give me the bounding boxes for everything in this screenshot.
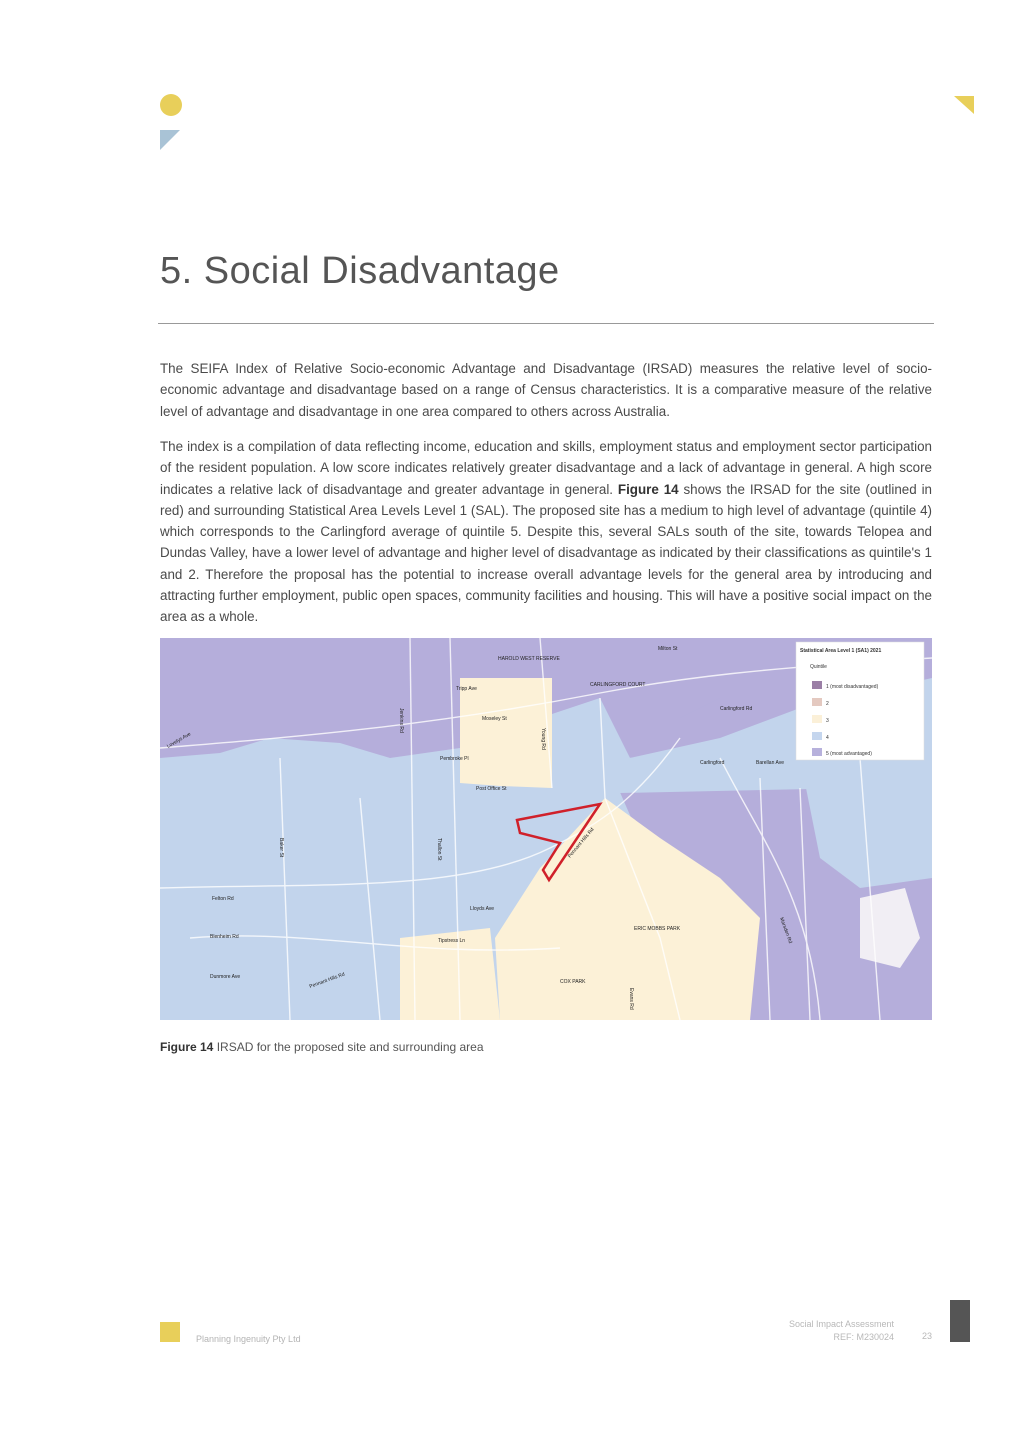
label-felton-rd: Felton Rd [212, 896, 234, 902]
label-lloyds-ave: Lloyds Ave [470, 906, 495, 912]
legend-label-4: 4 [826, 735, 829, 741]
label-carlingford: Carlingford [700, 760, 725, 766]
label-thallon-st: Thallon St [436, 838, 442, 861]
paragraph-index [160, 436, 932, 628]
decorative-yellow-circle [160, 94, 182, 116]
label-pennant-hills-rd-south: Pennant Hills Rd [308, 971, 346, 990]
label-pembroke-pl: Pembroke Pl [440, 756, 469, 762]
footer-yellow-square [160, 1322, 180, 1342]
label-dunmore-ave: Dunmore Ave [210, 974, 241, 980]
footer-doc-ref: REF: M230024 [833, 1332, 894, 1342]
label-lovelys-ave: Lovelys Ave [166, 731, 193, 750]
paragraph-index-text-b: shows the IRSAD for the site (outlined in red) and surrounding Statistical Area Levels Level 1 (SAL). The proposed site has a medium to high level of advantage (quintile 4) which corresponds to the Carlingford average of quintile 5. Despite this, several SALs south of the site, towards Telopea and Dundas Valley, have a lower level of advantage and higher level of disadvantage as indicated by their classifications as quintile's 1 and 2. Therefore the proposal has the potential to increase overall advantage levels for the general area by introducing and attracting further employment, public open spaces, community facilities and housing. This will have a positive social impact on the area as a whole. [160, 481, 932, 625]
footer-dark-bar [950, 1300, 970, 1342]
paragraph-intro: The SEIFA Index of Relative Socio-economic Advantage and Disadvantage (IRSAD) measures the relative level of socio-economic advantage and disadvantage based on a range of Census characteristics. It is a comparative measure of the relative level of advantage and disadvantage in one area compared to others across Australia. [160, 361, 932, 419]
label-eric-mobbs-park: ERIC MOBBS PARK [634, 926, 681, 932]
decorative-yellow-corner [954, 96, 974, 114]
legend-label-2: 2 [826, 701, 829, 707]
map-region-q3-north [460, 678, 552, 788]
legend-subtitle: Quintile [810, 664, 827, 670]
caption-label: Figure 14 [160, 1040, 214, 1054]
legend-swatch-5 [812, 748, 822, 756]
figure-reference: Figure 14 [617, 481, 679, 497]
page-title: 5. Social Disadvantage [160, 250, 560, 292]
label-harold-west: HAROLD WEST RESERVE [498, 656, 560, 662]
label-evans-rd: Evans Rd [628, 988, 634, 1010]
label-carlingford-rd: Carlingford Rd [720, 706, 753, 712]
legend-swatch-2 [812, 698, 822, 706]
label-carlingford-court: CARLINGFORD COURT [590, 682, 646, 688]
map-region-q4-west [160, 788, 370, 948]
label-barellan-ave: Barellan Ave [756, 760, 784, 766]
label-jenkins-rd: Jenkins Rd [398, 708, 404, 733]
label-milton-st: Milton St [658, 646, 678, 652]
legend-swatch-4 [812, 732, 822, 740]
footer-page-number: 23 [921, 1331, 932, 1341]
caption-text: IRSAD for the proposed site and surrounding area [213, 1040, 484, 1054]
legend-label-5: 5 (most advantaged) [826, 751, 872, 757]
legend-swatch-1 [812, 681, 822, 689]
legend-label-3: 3 [826, 718, 829, 724]
figure-caption [160, 1040, 484, 1054]
label-pennant-hills-rd: Pennant Hills Rd [566, 826, 596, 860]
footer-company: Planning Ingenuity Pty Ltd [196, 1334, 301, 1344]
label-baker-st: Baker St [278, 838, 284, 858]
label-tripp-ave: Tripp Ave [456, 686, 477, 692]
label-blenheim-rd: Blenheim Rd [210, 934, 239, 940]
legend-swatch-3 [812, 715, 822, 723]
map-legend [796, 642, 924, 760]
label-cox-park: COX PARK [560, 979, 586, 985]
footer-doc-title: Social Impact Assessment [788, 1319, 894, 1329]
legend-label-1: 1 (most disadvantaged) [826, 684, 879, 690]
legend-title: Statistical Area Level 1 (SA1) 2021 [800, 648, 882, 654]
irsad-map [160, 638, 932, 1020]
label-moseley-st: Moseley St [482, 716, 507, 722]
label-post-office-st: Post Office St [476, 786, 507, 792]
label-marsden-rd: Marsden Rd [778, 916, 794, 945]
label-tipstress-ln: Tipstress Ln [438, 938, 466, 944]
title-divider [158, 323, 934, 324]
footer-document-info [789, 1318, 894, 1344]
paragraph-index-text-a: The index is a compilation of data reflecting income, education and skills, employment status and employment sector participation of the resident population. A low score indicates relatively greater disadvantage and a lack of advantage in general. A high score indicates a relative lack of disadvantage and greater advantage in general. [160, 439, 932, 497]
label-young-rd: Young Rd [540, 728, 546, 750]
decorative-blue-triangle [160, 130, 180, 150]
